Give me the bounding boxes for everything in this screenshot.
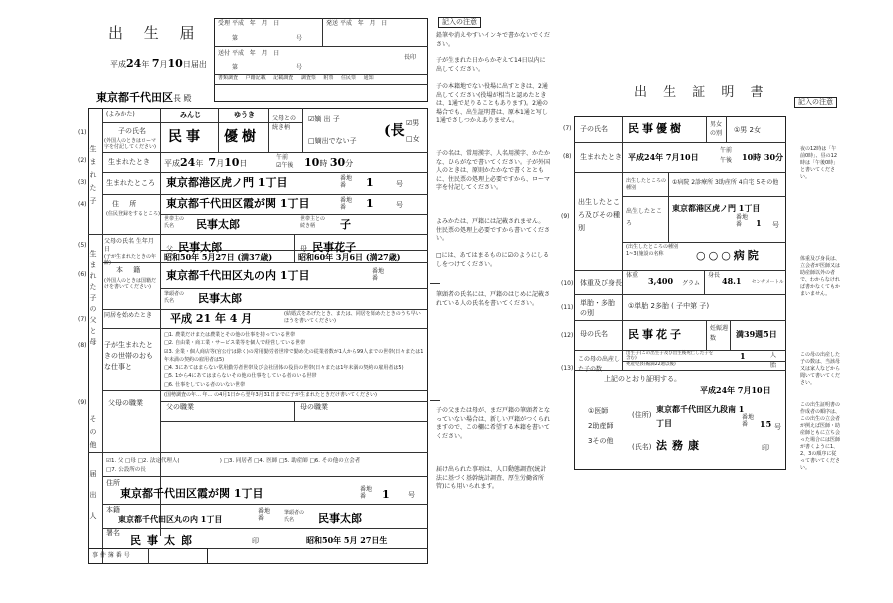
dispatch-row: 発送 平成 年 月 日	[326, 20, 388, 27]
cert-attester-address[interactable]: 東京都千代田区九段南 1丁目	[656, 404, 745, 428]
mother-birth[interactable]: 昭和60年 3月6日 (満27歳)	[298, 252, 401, 262]
cert-gestation[interactable]: 満39週5日	[736, 329, 777, 339]
cert-child-name[interactable]: 民事優樹	[628, 122, 684, 135]
section-label-other: その他	[89, 415, 97, 454]
chief-seal: 長印	[404, 54, 417, 61]
addressee: 東京都千代田区長 殿	[96, 91, 192, 104]
cert-birth-time[interactable]: 10時 30分	[742, 152, 784, 162]
section-label-parents: 生まれた子の父と母	[89, 250, 97, 349]
certificate-notes-heading: 記入の注意	[794, 97, 837, 108]
cert-attest: 上記のとおり証明する。	[604, 375, 681, 383]
relation-legit[interactable]: ☑嫡 出 子	[308, 115, 340, 123]
household-head[interactable]: 民事太郎	[196, 218, 240, 231]
reception-box	[214, 18, 428, 102]
cert-sex[interactable]: ①男 2女	[734, 126, 761, 134]
cert-weight[interactable]: 3,400	[648, 276, 674, 286]
relation-illegit[interactable]: □嫡出でない子	[308, 137, 357, 145]
form-title: 出 生 届	[108, 24, 203, 42]
cert-place-type[interactable]: ①病院 2診療所 3助産所 4自宅 5その他	[672, 179, 779, 186]
case-number-label: 事 件 簿 番 号	[92, 552, 130, 559]
cert-attest-date[interactable]: 平成24年 7月10日	[700, 385, 771, 395]
cert-attester-options[interactable]: ①医師 2助産師 3その他	[588, 407, 614, 445]
cert-birth-date[interactable]: 平成24年 7月10日	[628, 152, 699, 162]
informant-qualifications[interactable]: ☑1. 父 □母 □2. 法定代理人( ) □3. 同居者 □4. 医師 □5. 助産師 □6. その他の立会者 □7. 公設所の長	[106, 458, 361, 473]
cert-facility[interactable]: ○○○病院	[696, 249, 762, 262]
furigana-given[interactable]: ゆうき	[234, 110, 255, 119]
informant-hittousha[interactable]: 民事太郎	[318, 512, 362, 525]
cohabit-date[interactable]: 平成 21 年 4 月	[170, 312, 253, 325]
cert-height[interactable]: 48.1	[722, 276, 742, 286]
informant-seal: 印	[252, 537, 259, 545]
furigana-surname[interactable]: みんじ	[180, 110, 201, 119]
mother-name[interactable]: 母 民事花子	[300, 241, 357, 254]
parents-hittousha[interactable]: 民事太郎	[198, 292, 242, 305]
certificate-title: 出 生 証 明 書	[634, 85, 770, 100]
notes-heading: 記入の注意	[438, 17, 481, 28]
birth-order[interactable]: (長	[384, 123, 405, 139]
section-label-informant: 届出人	[89, 470, 97, 533]
reception-row1: 受理 平成 年 月 日	[218, 20, 280, 27]
father-birth[interactable]: 昭和50年 5月27日 (満37歳)	[164, 252, 273, 262]
father-name[interactable]: 父 民事太郎	[166, 241, 223, 254]
check-cells: 書類調査 戸籍記載 記載調査 調査票 附票 住民票 通知	[218, 75, 374, 81]
birth-datetime[interactable]: 平成24年 7月10日	[164, 156, 248, 169]
household-occupation-options[interactable]: □1. 農業だけまたは農業とその他の仕事を持っている世帯 □2. 自由業・商工業・サービス業等を個人で経営している世帯 ☑3. 企業・個人商店等(官公庁は除く)の常用勤労者世帯で勤め先の従業者数が1人から99人までの世帯(日々または1年未満の契約の雇用者は5) □4. 3にあてはまらない常用勤労者世帯及び会社団体の役員の世帯(日々または1年未満の契約の雇用者は5) □5. 1から4にあてはまらないその他の仕事をしている者のいる世帯 □6. 仕事をしている者のいない世帯	[164, 332, 424, 388]
child-given-name[interactable]: 優樹	[224, 129, 260, 145]
sex-female[interactable]: □女	[406, 135, 420, 143]
cert-place-address[interactable]: 東京都港区虎ノ門 1丁目	[672, 203, 761, 213]
cert-multiple[interactable]: ①単胎 2多胎 ( 子中第 子)	[628, 302, 710, 310]
parents-honseki[interactable]: 東京都千代田区丸の内 1丁目	[166, 269, 310, 282]
informant-birthdate[interactable]: 昭和50年 5月 27日生	[306, 535, 388, 545]
informant-honseki[interactable]: 東京都千代田区丸の内 1丁目	[118, 514, 223, 524]
birth-place[interactable]: 東京都港区虎ノ門 1丁目	[166, 176, 288, 189]
transfer-row: 送付 平成 年 月 日	[218, 50, 280, 57]
cert-mother-name[interactable]: 民事花子	[628, 328, 684, 341]
residence-address[interactable]: 東京都千代田区霞が関 1丁目	[166, 197, 310, 210]
informant-signature[interactable]: 民事太郎	[130, 534, 198, 547]
filing-date: 平成24年 7月10日届出	[110, 57, 207, 70]
household-relation[interactable]: 子	[340, 218, 351, 231]
child-surname[interactable]: 民事	[168, 129, 204, 145]
sex-male[interactable]: ☑男	[406, 119, 420, 127]
informant-address[interactable]: 東京都千代田区霞が関 1丁目	[120, 487, 264, 500]
section-label-child: 生まれた子	[89, 145, 97, 210]
cert-attester-name[interactable]: 法務康	[656, 439, 704, 452]
